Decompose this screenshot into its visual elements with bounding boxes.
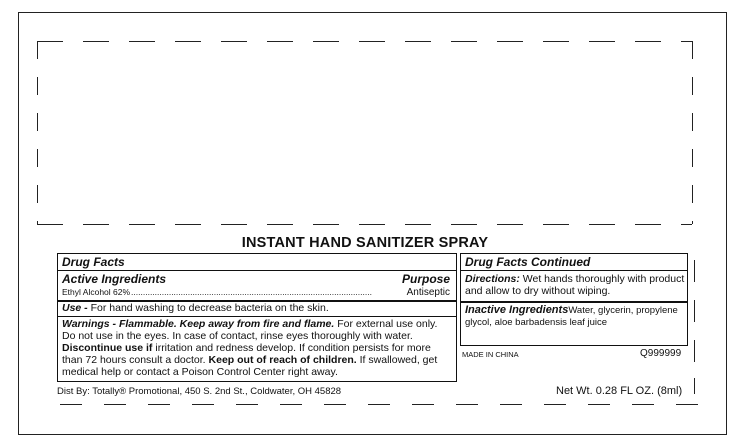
warnings-text-3: If swallowed, get medical help or contact a Poison Control Center right away. xyxy=(62,354,438,378)
dash-segment xyxy=(497,41,523,42)
use-label: Use - xyxy=(62,302,88,314)
right-tick-mark xyxy=(694,260,695,282)
keep-out-label: Keep out of reach of children. xyxy=(208,354,357,366)
dash-segment xyxy=(37,224,63,225)
drug-facts-panel xyxy=(57,253,457,382)
directions-label: Directions: xyxy=(465,273,520,285)
dash-segment xyxy=(148,404,170,405)
dash-segment xyxy=(37,113,38,131)
directions-text: Wet hands thoroughly with product and allow to dry without wiping. xyxy=(465,273,685,297)
dash-segment xyxy=(543,224,569,225)
ingredient-purpose: Antiseptic xyxy=(406,287,450,298)
dash-segment xyxy=(83,41,109,42)
dash-segment xyxy=(405,224,431,225)
dash-segment xyxy=(692,77,693,95)
dash-segment xyxy=(267,224,293,225)
inactive-text: Water, glycerin, propylene glycol, aloe barbadensis leaf juice xyxy=(465,305,678,328)
warnings-text-2: irritation and redness develop. If condition persists for more than 72 hours consult a doctor. xyxy=(62,342,431,366)
dash-segment xyxy=(175,224,201,225)
dash-segment xyxy=(313,41,339,42)
dash-segment xyxy=(37,185,38,203)
right-tick-mark xyxy=(694,378,695,394)
dash-segment xyxy=(692,41,693,59)
dash-segment xyxy=(280,404,302,405)
dash-segment xyxy=(37,41,38,59)
warnings-label: Warnings - Flammable. Keep away from fire and flame. xyxy=(62,318,335,330)
purpose-heading: Purpose xyxy=(401,272,450,286)
ingredient-row xyxy=(62,287,450,298)
dash-segment xyxy=(692,185,693,203)
dash-segment xyxy=(500,404,522,405)
dash-segment xyxy=(692,149,693,167)
dash-segment xyxy=(192,404,214,405)
dash-segment xyxy=(359,224,385,225)
use-text: For hand washing to decrease bacteria on the skin. xyxy=(90,302,329,314)
dash-segment xyxy=(221,41,247,42)
dash-segment xyxy=(632,404,654,405)
dash-segment xyxy=(676,404,698,405)
dash-segment xyxy=(497,224,523,225)
drug-facts-continued-header: Drug Facts Continued xyxy=(465,255,591,269)
dash-segment xyxy=(589,41,615,42)
distributor-text: Dist By: Totally® Promotional, 450 S. 2nd St., Coldwater, OH 45828 xyxy=(57,386,342,397)
dash-segment xyxy=(681,41,692,42)
warnings-section xyxy=(62,318,452,378)
dash-segment xyxy=(451,41,477,42)
discontinue-label: Discontinue use if xyxy=(62,342,153,354)
use-section xyxy=(62,302,452,314)
dash-segment xyxy=(589,224,615,225)
dash-segment xyxy=(635,41,661,42)
product-code: Q999999 xyxy=(640,348,682,359)
dash-segment xyxy=(37,77,38,95)
ingredient-name: Ethyl Alcohol 62% xyxy=(62,287,131,297)
dash-segment xyxy=(83,224,109,225)
dash-segment xyxy=(313,224,339,225)
directions-section xyxy=(465,273,685,297)
inactive-label: Inactive Ingredients xyxy=(465,304,569,316)
made-in-text: MADE IN CHINA xyxy=(462,350,519,359)
dash-segment xyxy=(543,41,569,42)
drug-facts-header: Drug Facts xyxy=(62,255,125,269)
dash-segment xyxy=(451,224,477,225)
dash-segment xyxy=(359,41,385,42)
dash-segment xyxy=(544,404,566,405)
dash-segment xyxy=(368,404,390,405)
dash-segment xyxy=(588,404,610,405)
dash-segment xyxy=(37,149,38,167)
dash-segment xyxy=(635,224,661,225)
dash-segment xyxy=(692,221,693,224)
dash-segment xyxy=(175,41,201,42)
dash-segment xyxy=(236,404,258,405)
dash-segment xyxy=(681,224,692,225)
dash-segment xyxy=(104,404,126,405)
net-weight: Net Wt. 0.28 FL OZ. (8ml) xyxy=(556,385,683,397)
right-tick-mark xyxy=(694,340,695,362)
drug-facts-continued-panel xyxy=(460,253,688,346)
dash-segment xyxy=(221,224,247,225)
dash-segment xyxy=(129,224,155,225)
dash-segment xyxy=(37,221,38,224)
dot-leader: ...................................................................................................... xyxy=(131,287,372,297)
dash-segment xyxy=(60,404,82,405)
active-ingredients-heading: Active Ingredients xyxy=(62,272,167,286)
dash-segment xyxy=(129,41,155,42)
right-tick-mark xyxy=(694,300,695,322)
product-title: INSTANT HAND SANITIZER SPRAY xyxy=(241,235,489,251)
dash-segment xyxy=(267,41,293,42)
warnings-text-1: For external use only. Do not use in the eyes. In case of contact, rinse eyes thoroughly with water. xyxy=(62,318,438,342)
inactive-section xyxy=(465,304,685,329)
dash-segment xyxy=(456,404,478,405)
dash-segment xyxy=(37,41,63,42)
dash-segment xyxy=(692,113,693,131)
dash-segment xyxy=(405,41,431,42)
dash-segment xyxy=(324,404,346,405)
dash-segment xyxy=(412,404,434,405)
